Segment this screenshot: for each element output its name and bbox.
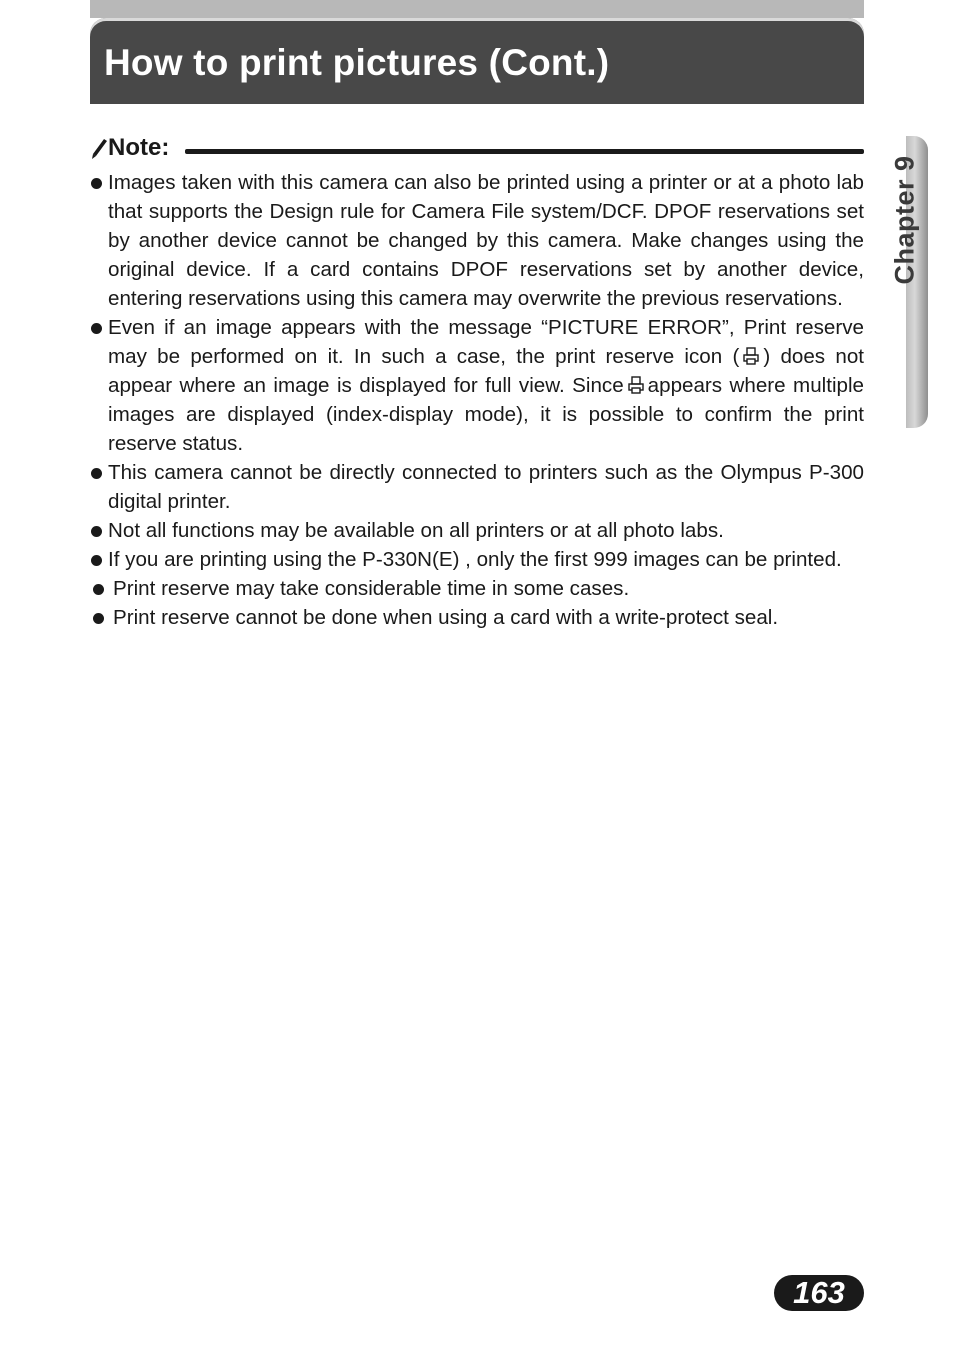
note-item-text-part3: appears where multiple images are displayed (index-display mode), it is possible to confirm the print reserve status.: [108, 374, 864, 455]
note-item-text: Print reserve cannot be done when using a card with a write-protect seal.: [113, 606, 779, 629]
pencil-icon: [90, 138, 108, 160]
print-reserve-icon: [628, 376, 644, 394]
note-rule: [185, 149, 864, 154]
page-number: 163: [793, 1275, 845, 1310]
note-item-text: If you are printing using the P-330N(E) , only the first 999 images can be printed.: [108, 548, 842, 571]
title-bar: [90, 18, 864, 104]
note-item-text: Not all functions may be available on all printers or at all photo labs.: [108, 519, 724, 542]
note-header: [90, 134, 864, 164]
bullet-icon: [91, 323, 102, 334]
bullet-icon: [91, 555, 102, 566]
bullet-icon: [93, 584, 104, 595]
note-item-text: This camera cannot be directly connected to printers such as the Olympus P-300 digital printer.: [108, 461, 864, 513]
header-strip: [90, 0, 864, 18]
note-list: [90, 168, 864, 632]
note-label: Note:: [108, 134, 170, 161]
chapter-label: Chapter 9: [889, 155, 920, 285]
note-item-text-part2: ) does not appear where an image is displayed for full view. Since: [108, 345, 864, 397]
note-item: [90, 574, 864, 603]
print-reserve-icon: [743, 347, 759, 365]
page-title: How to print pictures (Cont.): [104, 42, 610, 83]
note-item: [90, 313, 864, 458]
page-number-badge: [774, 1275, 864, 1311]
bullet-icon: [93, 613, 104, 624]
bullet-icon: [91, 178, 102, 189]
bullet-icon: [91, 468, 102, 479]
note-item-text: Images taken with this camera can also be printed using a printer or at a photo lab that supports the Design rule for Camera File system/DCF. DPOF reservations set by another device cannot be changed by this camera. Make changes using the original device. If a card contains DPOF reservations set by another device, entering reservations using this camera may overwrite the previous reservations.: [108, 171, 864, 310]
note-item: [90, 545, 864, 574]
note-item: [90, 168, 864, 313]
note-item: [90, 603, 864, 632]
bullet-icon: [91, 526, 102, 537]
note-item: [90, 516, 864, 545]
note-item-text-part1: Even if an image appears with the message “PICTURE ERROR”, Print reserve may be performed on it. In such a case, the print reserve icon (: [108, 316, 864, 368]
note-item: [90, 458, 864, 516]
note-item-text: Print reserve may take considerable time in some cases.: [113, 577, 630, 600]
